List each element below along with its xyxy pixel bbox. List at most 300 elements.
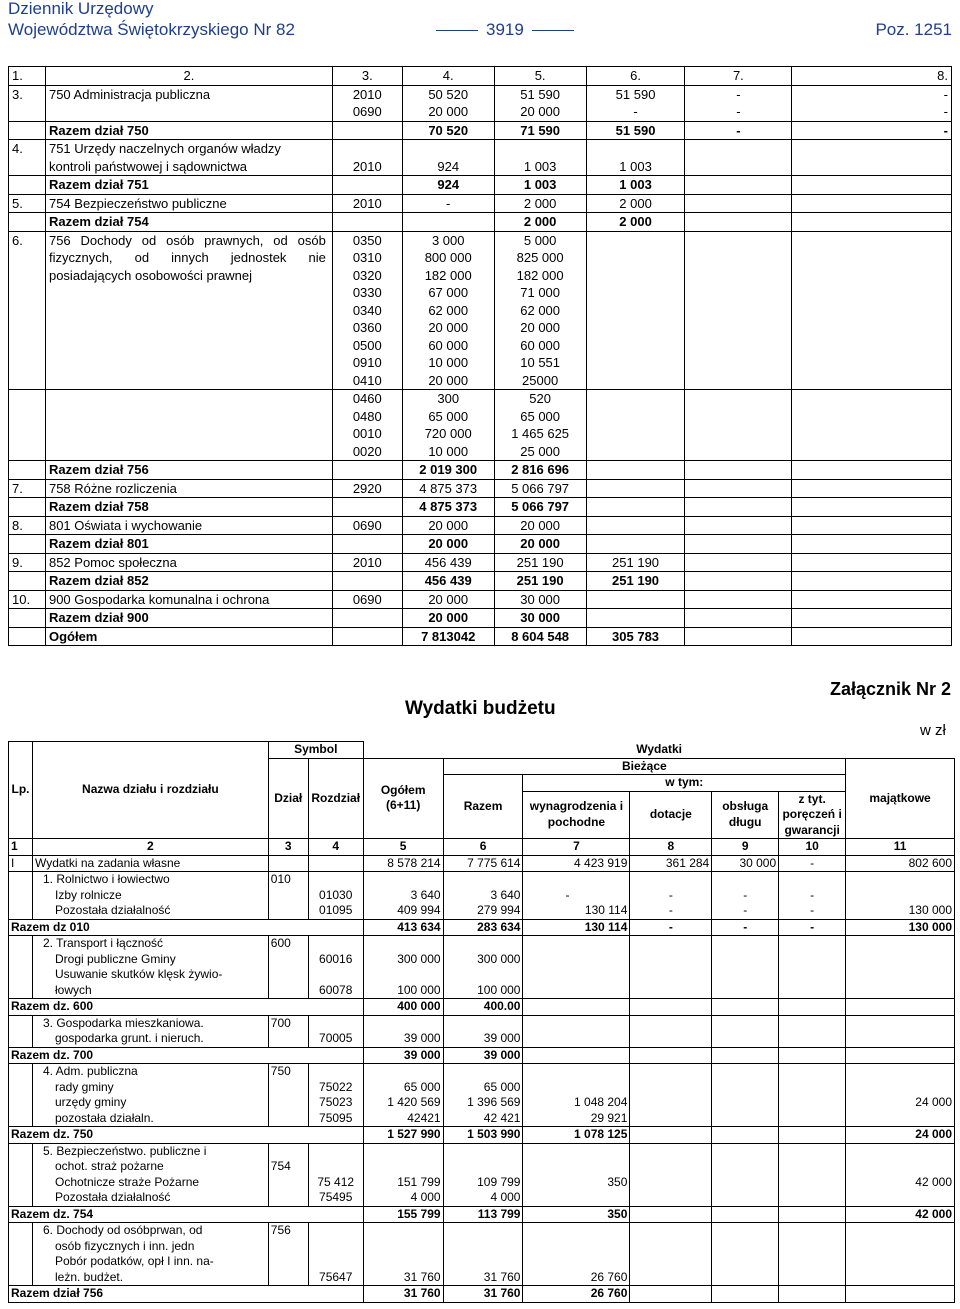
table-cell: [685, 461, 792, 480]
table-cell: 51 590: [615, 86, 656, 102]
table-cell: [9, 627, 46, 646]
table-cell: 39 000: [363, 1047, 443, 1064]
table-cell: 42 000: [915, 1174, 952, 1189]
table-cell: 1 420 569: [387, 1095, 441, 1109]
table-cell: 10 000: [428, 355, 469, 370]
table-cell: 300 000: [397, 951, 441, 966]
table-cell: [32, 1223, 268, 1286]
table-cell: 756 Dochody od osób prawnych, od osób fizycznych, od innych jednostek nie posiadających osobowości prawnej: [45, 231, 332, 390]
table-row: [9, 1286, 955, 1303]
table-cell: [523, 936, 630, 999]
table-row: [9, 140, 952, 176]
table-cell: -: [630, 919, 712, 936]
table-cell: [685, 609, 792, 628]
table-cell: -: [565, 887, 570, 902]
table-cell: 350: [607, 1174, 628, 1189]
table-cell: Usuwanie skutków klęsk żywio-: [54, 967, 223, 981]
table-cell: [792, 479, 952, 498]
table-cell: [9, 1143, 33, 1206]
table-cell: 2 816 696: [494, 461, 586, 480]
table-cell: 4: [308, 839, 363, 856]
table-cell: 300 000: [477, 951, 521, 966]
table-cell: Pozostała działalność: [54, 1190, 171, 1204]
table-cell: [685, 516, 792, 535]
table-cell: Rozdział: [308, 758, 363, 839]
table-cell: z tyt. poręczeń i gwarancji: [779, 791, 846, 839]
table-cell: 400 000: [363, 999, 443, 1016]
table-cell: 3 640: [410, 887, 441, 902]
table-cell: [779, 1127, 846, 1144]
table-cell: 24 000: [846, 1127, 955, 1144]
table-cell: 60016: [319, 951, 353, 966]
table-cell: [630, 1223, 712, 1286]
table-cell: 130 114: [523, 919, 630, 936]
table-cell: 20 000: [494, 516, 586, 535]
table-cell: 151 799: [397, 1174, 441, 1189]
table-row: [9, 461, 952, 480]
table-cell: 2920: [332, 479, 402, 498]
table-cell: [586, 609, 685, 628]
table-cell: 924: [402, 176, 494, 195]
table-cell: 1 003: [586, 140, 685, 176]
revenue-table: [8, 66, 952, 646]
table-cell: 20 000: [402, 535, 494, 554]
table-row: [9, 609, 952, 628]
table-cell: [685, 194, 792, 213]
table-cell: [443, 1223, 523, 1286]
table-cell: [9, 1223, 33, 1286]
table-cell: Wydatki: [363, 742, 954, 759]
table-cell: 42 000: [846, 1206, 955, 1223]
table-cell: 70 520: [402, 121, 494, 140]
table-cell: [586, 590, 685, 609]
table-cell: łowych: [54, 982, 92, 997]
table-row: [9, 231, 952, 390]
table-cell: 75647: [319, 1269, 353, 1284]
table-cell: 5.: [9, 194, 46, 213]
journal-subtitle: Województwa Świętokrzyskiego Nr 82: [8, 20, 295, 39]
table-cell: [363, 1064, 443, 1127]
table-row: [9, 919, 955, 936]
table-cell: 300: [437, 391, 460, 406]
table-cell: 31 760: [403, 1269, 441, 1284]
table-cell: 0360: [352, 320, 382, 335]
table-cell: Pozostała działalność: [54, 903, 171, 917]
table-cell: 75095: [319, 1110, 353, 1125]
table-cell: [630, 999, 712, 1016]
table-cell: 8 604 548: [494, 627, 586, 646]
table-cell: 5 066 797: [494, 479, 586, 498]
table-cell: [792, 572, 952, 591]
table-cell: 30 000: [494, 609, 586, 628]
table-cell: 1 048 204: [574, 1095, 628, 1109]
table-cell: [779, 1015, 846, 1047]
table-cell: 39 000: [483, 1031, 521, 1045]
table-cell: 852 Pomoc społeczna: [45, 553, 332, 572]
table-row: [9, 213, 952, 232]
table-cell: [779, 1143, 846, 1206]
table-cell: 130 000: [846, 919, 955, 936]
table-cell: [494, 390, 586, 461]
table-cell: 6.: [9, 231, 46, 390]
table-row: [9, 390, 952, 461]
table-cell: [630, 1047, 712, 1064]
table-cell: 802 600: [846, 855, 955, 872]
table-cell: [332, 609, 402, 628]
table-cell: 20 000: [428, 320, 469, 335]
table-cell: [630, 936, 712, 999]
table-cell: 3 640: [490, 887, 521, 902]
table-cell: [792, 516, 952, 535]
table-cell: [308, 1064, 363, 1127]
table-row: [9, 572, 952, 591]
table-cell: -: [743, 887, 748, 902]
table-cell: w tym:: [523, 775, 846, 792]
table-cell: 9: [712, 839, 779, 856]
table-cell: [402, 231, 494, 390]
table-cell: [685, 479, 792, 498]
table-cell: 100 000: [397, 982, 441, 997]
table-cell: I: [9, 855, 33, 872]
table-cell: [402, 85, 494, 121]
table-cell: [712, 1047, 779, 1064]
table-cell: [363, 936, 443, 999]
table-row: [9, 936, 955, 999]
table-cell: [523, 1223, 630, 1286]
table-cell: 0010: [352, 426, 382, 441]
table-cell: -: [668, 887, 673, 902]
table-cell: [846, 1047, 955, 1064]
table-cell: 62 000: [428, 302, 469, 318]
table-cell: 20 000: [402, 590, 494, 609]
table-row: [9, 176, 952, 195]
table-cell: 75022: [319, 1079, 353, 1094]
table-row: [9, 1047, 955, 1064]
table-cell: 10 551: [520, 355, 561, 370]
table-cell: 720 000: [424, 426, 472, 441]
table-cell: [586, 461, 685, 480]
table-cell: 3. Gospodarka mieszkaniowa.: [42, 1015, 204, 1030]
table-cell: [792, 140, 952, 176]
table-cell: [779, 1064, 846, 1127]
table-cell: 7.: [685, 67, 792, 86]
table-cell: [685, 231, 792, 390]
table-cell: 4.: [402, 67, 494, 86]
journal-title: Dziennik Urzędowy: [8, 0, 154, 18]
table-cell: [712, 1223, 779, 1286]
table-cell: 20 000: [520, 104, 561, 119]
table-cell: [712, 1064, 779, 1127]
table-cell: 1: [9, 839, 33, 856]
table-cell: [332, 121, 402, 140]
table-cell: 51 590: [520, 86, 561, 102]
table-cell: [685, 627, 792, 646]
table-cell: [332, 627, 402, 646]
table-cell: 251 190: [586, 553, 685, 572]
table-row: [9, 121, 952, 140]
table-cell: [332, 390, 402, 461]
table-cell: [630, 1206, 712, 1223]
table-cell: [779, 1223, 846, 1286]
table-cell: [586, 479, 685, 498]
table-cell: 409 994: [397, 903, 441, 917]
table-cell: 756: [270, 1223, 291, 1237]
table-cell: [443, 872, 523, 920]
table-cell: 1 527 990: [363, 1127, 443, 1144]
table-cell: 4 875 373: [402, 479, 494, 498]
table-row: [9, 553, 952, 572]
table-cell: [846, 1015, 955, 1047]
table-cell: 350: [523, 1206, 630, 1223]
table-cell: rady gminy: [54, 1079, 114, 1094]
table-row: [9, 1015, 955, 1047]
table-cell: Nazwa działu i rozdziału: [32, 742, 268, 839]
table-cell: -: [810, 903, 815, 917]
table-cell: 0320: [352, 267, 382, 283]
table-cell: 5 066 797: [494, 498, 586, 517]
table-cell: 7 775 614: [443, 855, 523, 872]
table-cell: 0690: [332, 590, 402, 609]
table-cell: Razem dz. 754: [9, 1206, 364, 1223]
table-cell: 0690: [352, 104, 382, 119]
table-row: [9, 516, 952, 535]
table-cell: 2 000: [586, 213, 685, 232]
expenses-table: [8, 741, 955, 1303]
table-cell: Razem dział 758: [45, 498, 332, 517]
table-cell: 100 000: [477, 982, 521, 997]
table-cell: [9, 936, 33, 999]
table-cell: [846, 936, 955, 999]
table-cell: Razem: [443, 775, 523, 839]
table-cell: [332, 213, 402, 232]
table-row: [9, 1206, 955, 1223]
table-cell: 51 590: [586, 121, 685, 140]
table-cell: 109 799: [477, 1174, 521, 1189]
table-cell: 0910: [352, 355, 382, 370]
table-cell: -: [743, 903, 748, 917]
table-cell: [268, 855, 308, 872]
table-cell: 1. Rolnictwo i łowiectwo: [42, 872, 170, 886]
table-cell: [685, 535, 792, 554]
table-row: [9, 590, 952, 609]
table-cell: 75 412: [317, 1174, 355, 1189]
table-cell: 8.: [792, 67, 952, 86]
table-cell: [846, 999, 955, 1016]
table-cell: 0690: [332, 516, 402, 535]
table-cell: [332, 85, 402, 121]
table-cell: -: [943, 104, 948, 119]
column-numbers-row: [9, 839, 955, 856]
table-cell: 5. Bezpieczeństwo. publiczne i: [42, 1143, 207, 1158]
table-cell: [523, 1143, 630, 1206]
table-cell: -: [792, 121, 952, 140]
table-cell: -: [736, 104, 741, 119]
table-cell: [9, 1064, 33, 1127]
table-cell: 60 000: [520, 337, 561, 353]
table-cell: Ogółem (6+11): [363, 758, 443, 839]
table-cell: [685, 590, 792, 609]
table-cell: 800 000: [424, 250, 472, 265]
table-cell: -: [779, 855, 846, 872]
table-cell: [779, 872, 846, 920]
table-cell: 2 000: [586, 194, 685, 213]
table-cell: [586, 498, 685, 517]
table-cell: 751 Urzędy naczelnych organów władzy: [48, 141, 281, 156]
table-cell: 42 421: [483, 1110, 521, 1125]
table-cell: 31 760: [363, 1286, 443, 1303]
table-cell: [685, 85, 792, 121]
table-cell: 70005: [319, 1031, 353, 1045]
table-cell: [268, 936, 308, 999]
table-cell: [9, 121, 46, 140]
table-cell: [712, 936, 779, 999]
table-cell: 600: [270, 936, 291, 950]
table-row: [9, 194, 952, 213]
table-cell: [712, 1206, 779, 1223]
table-cell: 29 921: [590, 1110, 628, 1125]
table-cell: 2.: [45, 67, 332, 86]
table-cell: [685, 553, 792, 572]
table-cell: [792, 213, 952, 232]
table-cell: 2 000: [494, 213, 586, 232]
table-cell: 20 000: [494, 535, 586, 554]
table-cell: 4 875 373: [402, 498, 494, 517]
table-cell: 75495: [319, 1190, 353, 1204]
table-cell: dotacje: [630, 791, 712, 839]
table-cell: Wydatki na zadania własne: [32, 855, 268, 872]
table-cell: 130 000: [908, 903, 952, 917]
table-cell: [9, 176, 46, 195]
table-cell: 42421: [407, 1110, 441, 1125]
table-cell: 5 000: [523, 232, 557, 248]
table-cell: 2. Transport i łączność: [42, 936, 164, 950]
table-cell: [779, 936, 846, 999]
table-row: [9, 1127, 955, 1144]
table-cell: [586, 85, 685, 121]
table-cell: [846, 1064, 955, 1127]
table-cell: 2010: [352, 86, 382, 102]
table-cell: Razem dział 756: [45, 461, 332, 480]
table-cell: 2010: [332, 553, 402, 572]
table-cell: [846, 1286, 955, 1303]
table-row: [9, 1064, 955, 1127]
table-header-row: [9, 742, 955, 759]
table-cell: 0410: [352, 372, 382, 388]
table-cell: 456 439: [402, 553, 494, 572]
table-cell: 1 003: [586, 176, 685, 195]
table-cell: 1 465 625: [511, 426, 570, 441]
table-cell: [685, 213, 792, 232]
table-cell: -: [943, 86, 948, 102]
table-cell: [268, 1223, 308, 1286]
table-cell: 0340: [352, 302, 382, 318]
table-cell: 4.: [9, 140, 46, 176]
table-cell: 1 503 990: [443, 1127, 523, 1144]
table-cell: 0020: [352, 443, 382, 459]
table-cell: 7: [523, 839, 630, 856]
table-cell: 361 284: [630, 855, 712, 872]
table-row: [9, 535, 952, 554]
table-cell: 3 000: [431, 232, 465, 248]
table-cell: 750 Administracja publiczna: [45, 85, 332, 121]
table-cell: -: [712, 919, 779, 936]
table-cell: [363, 872, 443, 920]
table-cell: 60078: [319, 982, 353, 997]
table-cell: 4 000: [490, 1190, 521, 1204]
table-cell: [712, 1015, 779, 1047]
table-cell: [846, 1223, 955, 1286]
table-cell: 39 000: [403, 1031, 441, 1045]
table-cell: [332, 461, 402, 480]
table-cell: 3.: [9, 85, 46, 121]
table-cell: [712, 1127, 779, 1144]
table-cell: 251 190: [586, 572, 685, 591]
table-cell: Ogółem: [45, 627, 332, 646]
table-cell: [779, 999, 846, 1016]
table-cell: 2 000: [494, 194, 586, 213]
table-cell: Razem dz. 750: [9, 1127, 364, 1144]
table-cell: 130 114: [584, 903, 628, 917]
table-cell: 20 000: [402, 516, 494, 535]
table-cell: [332, 572, 402, 591]
table-cell: [712, 872, 779, 920]
table-row: [9, 855, 955, 872]
table-row: [9, 1223, 955, 1286]
table-cell: 113 799: [443, 1206, 523, 1223]
table-cell: [363, 1015, 443, 1047]
table-cell: [792, 194, 952, 213]
table-cell: 750: [270, 1064, 291, 1078]
table-cell: 11: [846, 839, 955, 856]
table-cell: [9, 213, 46, 232]
table-cell: 8 578 214: [363, 855, 443, 872]
table-cell: 251 190: [494, 553, 586, 572]
table-cell: 155 799: [363, 1206, 443, 1223]
table-cell: -: [633, 104, 638, 119]
table-cell: [363, 1143, 443, 1206]
table-header-row: [9, 67, 952, 86]
table-cell: 0500: [352, 337, 382, 353]
table-cell: [792, 461, 952, 480]
table-row: [9, 872, 955, 920]
table-cell: 60 000: [428, 337, 469, 353]
table-cell: [523, 872, 630, 920]
table-cell: 1 003: [494, 176, 586, 195]
table-cell: obsługa długu: [712, 791, 779, 839]
table-cell: -: [779, 919, 846, 936]
table-cell: [792, 590, 952, 609]
table-cell: [32, 1143, 268, 1206]
table-cell: 6: [443, 839, 523, 856]
table-cell: [332, 231, 402, 390]
table-cell: [846, 872, 955, 920]
table-cell: 758 Różne rozliczenia: [45, 479, 332, 498]
table-cell: [308, 855, 363, 872]
table-cell: [443, 1015, 523, 1047]
table-cell: -: [810, 887, 815, 902]
table-cell: 30 000: [712, 855, 779, 872]
table-cell: 2010: [332, 194, 402, 213]
table-cell: [402, 213, 494, 232]
section-title: Wydatki budżetu: [405, 698, 556, 719]
table-cell: 6.: [586, 67, 685, 86]
table-cell: 65 000: [520, 408, 561, 424]
table-cell: [792, 85, 952, 121]
table-cell: 9.: [9, 553, 46, 572]
table-cell: Razem dz. 700: [9, 1047, 364, 1064]
table-cell: [443, 936, 523, 999]
table-cell: [268, 872, 308, 920]
